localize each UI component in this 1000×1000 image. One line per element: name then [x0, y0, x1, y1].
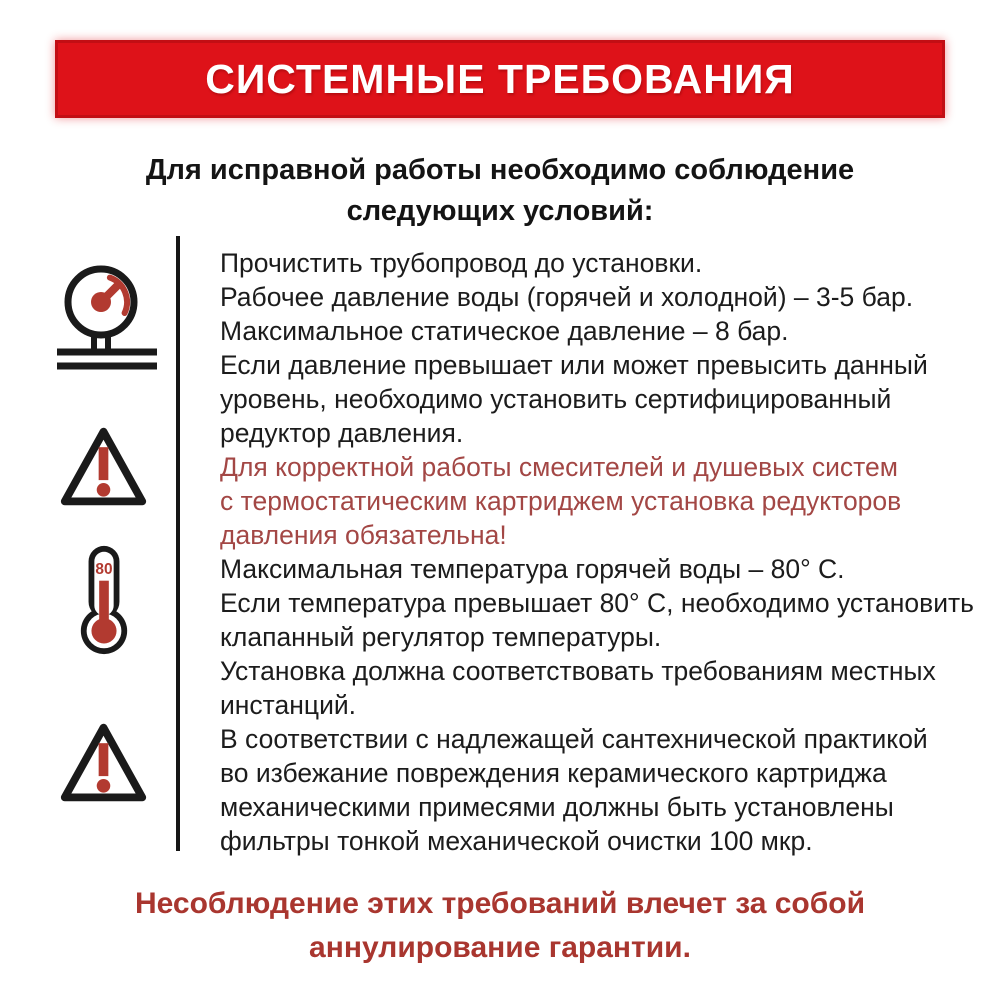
requirement-line: во избежание повреждения керамического картриджа: [220, 758, 887, 788]
requirement-line: Прочистить трубопровод до установки.: [220, 248, 703, 278]
requirement-line: Если давление превышает или может превысить данный: [220, 350, 928, 380]
requirement-line: клапанный регулятор температуры.: [220, 622, 662, 652]
requirement-line: Установка должна соответствовать требованиям местных: [220, 656, 936, 686]
subtitle-line-2: следующих условий:: [346, 195, 654, 227]
subtitle-line-1: Для исправной работы необходимо соблюдение: [145, 154, 855, 186]
warranty-warning-line-2: аннулирование гарантии.: [309, 931, 691, 964]
requirement-line: фильтры тонкой механической очистки 100 мкр.: [220, 826, 813, 856]
warranty-warning: [0, 882, 1000, 970]
requirement-line-alert: с термостатическим картриджем установка редукторов: [220, 486, 902, 516]
warranty-warning-line-1: Несоблюдение этих требований влечет за собой: [134, 887, 866, 920]
requirement-line: Максимальная температура горячей воды – 80° С.: [220, 554, 845, 584]
page-title: СИСТЕМНЫЕ ТРЕБОВАНИЯ: [205, 55, 795, 102]
requirement-line: инстанций.: [220, 690, 357, 720]
requirement-line: редуктор давления.: [220, 418, 464, 448]
requirement-line-alert: Для корректной работы смесителей и душевых систем: [220, 452, 898, 482]
requirements-section: [55, 236, 974, 856]
thermometer-icon: [73, 544, 135, 656]
requirement-line: механическими примесями должны быть установлены: [220, 792, 894, 822]
warning-triangle-icon: [55, 422, 152, 514]
requirement-line: В соответствии с надлежащей сантехнической практикой: [220, 724, 928, 754]
thermometer-value-label: 80: [95, 560, 113, 578]
pressure-gauge-icon: [55, 260, 159, 372]
requirement-line: Рабочее давление воды (горячей и холодной) – 3-5 бар.: [220, 282, 914, 312]
requirement-line: Максимальное статическое давление – 8 бар.: [220, 316, 789, 346]
requirement-line: Если температура превышает 80° С, необходимо установить: [220, 588, 974, 618]
requirement-line-alert: давления обязательна!: [220, 520, 507, 550]
warning-triangle-icon: [55, 718, 152, 810]
header-banner: [55, 40, 945, 118]
requirements-lines: [220, 246, 974, 858]
icon-column: [55, 236, 180, 851]
subtitle: [0, 150, 1000, 232]
requirement-line: уровень, необходимо установить сертифицированный: [220, 384, 892, 414]
